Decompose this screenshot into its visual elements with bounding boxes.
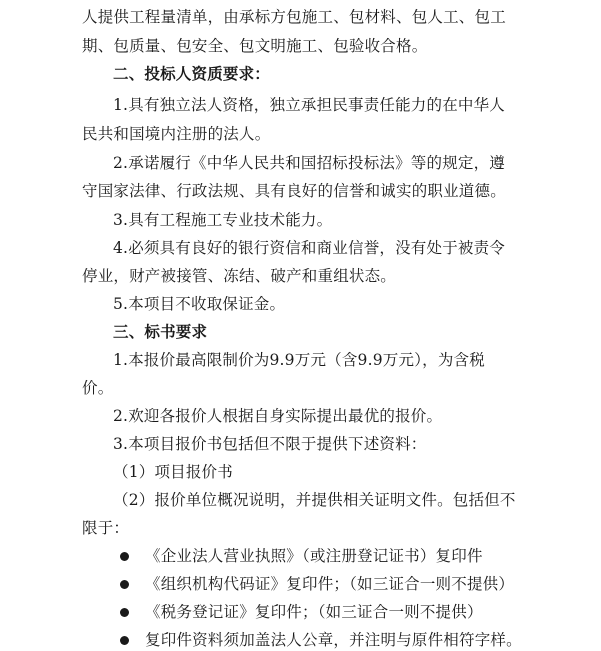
s3-line-2: 价。 <box>82 379 114 397</box>
s3-line-4: 3.本项目报价书包括但不限于提供下述资料： <box>113 435 427 453</box>
bullet-text: 复印件资料须加盖法人公章，并注明与原件相符字样。 <box>145 631 522 649</box>
s2-line-6: 4.必须具有良好的银行资信和商业信誉，没有处于被责令 <box>113 239 505 257</box>
s3-line-6: （2）报价单位概况说明，并提供相关证明文件。包括但不 <box>113 491 516 509</box>
bullet-item <box>120 630 522 650</box>
bullet-item <box>120 574 514 594</box>
s2-line-2: 民共和国境内注册的法人。 <box>82 125 271 143</box>
bullet-dot-icon <box>120 636 129 645</box>
s2-line-4: 守国家法律、行政法规、具有良好的信誉和诚实的职业道德。 <box>82 182 506 200</box>
bullet-text: 《企业法人营业执照》（或注册登记证书）复印件 <box>145 547 483 565</box>
bullet-dot-icon <box>120 552 129 561</box>
s2-line-1: 1.具有独立法人资格，独立承担民事责任能力的在中华人 <box>113 96 505 114</box>
s3-line-5: （1）项目报价书 <box>113 463 233 481</box>
s3-line-1: 1.本报价最高限制价为9.9万元（含9.9万元），为含税 <box>113 351 485 369</box>
s2-line-7: 停业，财产被接管、冻结、破产和重组状态。 <box>82 267 397 285</box>
bullet-text: 《组织机构代码证》复印件；（如三证合一则不提供） <box>145 575 515 593</box>
section2-heading: 二、投标人资质要求： <box>113 64 271 83</box>
s2-line-5: 3.具有工程施工专业技术能力。 <box>113 211 333 229</box>
bullet-dot-icon <box>120 608 129 617</box>
intro-line-2: 期、包质量、包安全、包文明施工、包验收合格。 <box>82 37 428 55</box>
section3-heading: 三、标书要求 <box>113 322 208 341</box>
s2-line-3: 2.承诺履行《中华人民共和国招标投标法》等的规定，遵 <box>113 154 505 172</box>
intro-line-1: 人提供工程量清单，由承标方包施工、包材料、包人工、包工 <box>82 8 506 26</box>
bullet-item <box>120 546 483 566</box>
bullet-dot-icon <box>120 580 129 589</box>
s3-line-7: 限于： <box>82 519 130 537</box>
s3-line-3: 2.欢迎各报价人根据自身实际提出最优的报价。 <box>113 407 443 425</box>
bullet-item <box>120 602 483 622</box>
s2-line-8: 5.本项目不收取保证金。 <box>113 295 286 313</box>
bullet-text: 《税务登记证》复印件；（如三证合一则不提供） <box>145 603 483 621</box>
